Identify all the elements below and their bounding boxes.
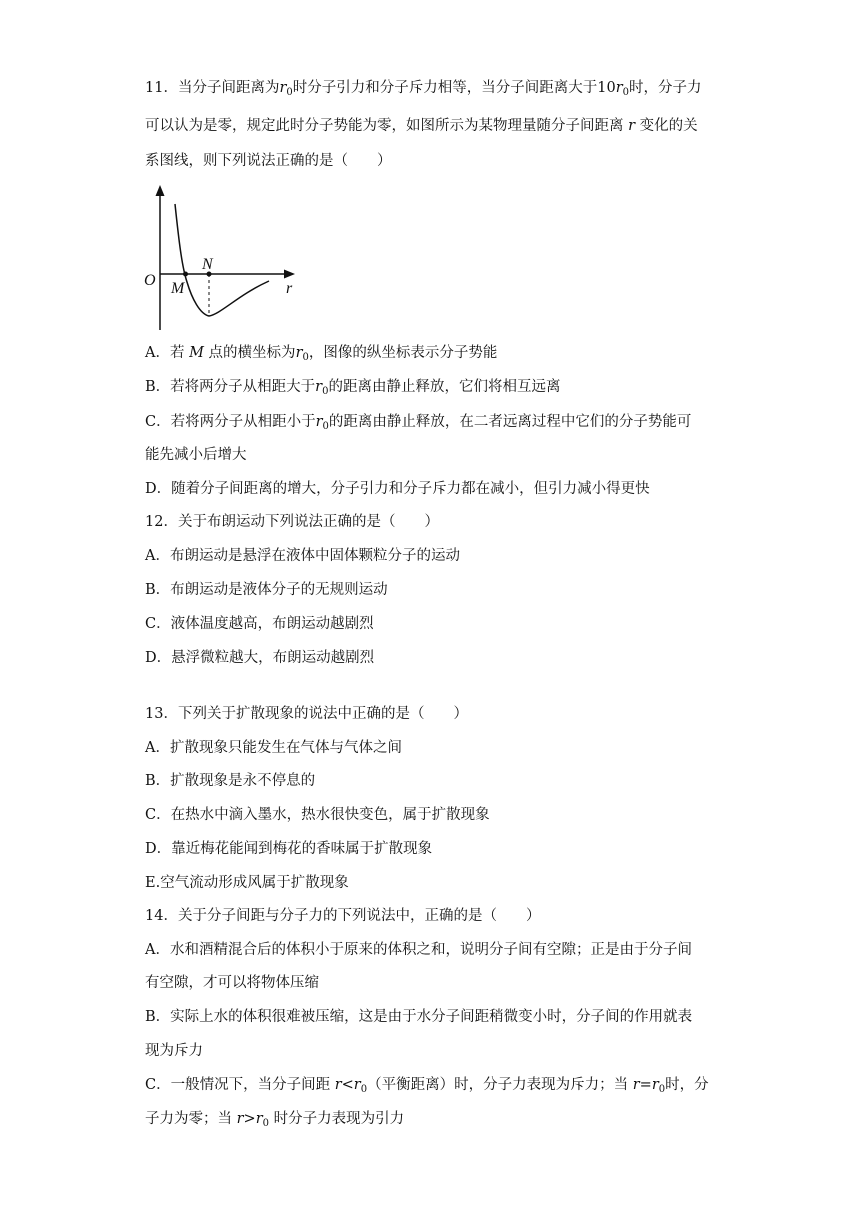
q11-option-a: A．若 M 点的横坐标为$r_0$，图像的纵坐标表示分子势能 xyxy=(145,345,498,363)
curve xyxy=(175,204,269,316)
q13-option-a: A．扩散现象只能发生在气体与气体之间 xyxy=(145,740,402,756)
y-axis-arrow xyxy=(156,185,165,196)
r-axis-label: r xyxy=(286,280,293,297)
q13-stem: 13．下列关于扩散现象的说法中正确的是（ ） xyxy=(145,706,468,722)
x-axis-arrow xyxy=(284,270,295,279)
q12-option-c: C．液体温度越高，布朗运动越剧烈 xyxy=(145,616,374,632)
q11-stem-line3: 系图线，则下列说法正确的是（ ） xyxy=(145,153,392,169)
n-label: N xyxy=(202,256,213,273)
q14-option-b-line2: 现为斥力 xyxy=(145,1043,203,1059)
q12-stem: 12．关于布朗运动下列说法正确的是（ ） xyxy=(145,514,439,530)
q12-option-b: B．布朗运动是液体分子的无规则运动 xyxy=(145,582,388,598)
q13-option-b: B．扩散现象是永不停息的 xyxy=(145,773,316,789)
q11-stem-line2: 可以认为是零，规定此时分子势能为零，如图所示为某物理量随分子间距离 r 变化的关 xyxy=(145,118,698,134)
q11-option-b: B．若将两分子从相距大于$r_0$的距离由静止释放，它们将相互远离 xyxy=(145,379,561,397)
q11-option-c-line1: C．若将两分子从相距小于$r_0$的距离由静止释放，在二者远离过程中它们的分子势能可 xyxy=(145,414,692,432)
q14-option-c-line1: C．一般情况下，当分子间距 $r<r_0$（平衡距离）时，分子力表现为斥力；当 $r=r_0$时，分 xyxy=(145,1077,709,1095)
q14-option-a-line1: A．水和酒精混合后的体积小于原来的体积之和，说明分子间有空隙；正是由于分子间 xyxy=(145,942,692,958)
q14-option-c-line2: 子力为零；当 $r>r_0$ 时分子力表现为引力 xyxy=(145,1111,405,1129)
q11-stem-line1: 11．当分子间距离为$r_0$时分子引力和分子斥力相等，当分子间距离大于$10r_0$时，分子力 xyxy=(145,80,702,98)
q11-option-d: D．随着分子间距离的增大，分子引力和分子斥力都在减小，但引力减小得更快 xyxy=(145,481,650,497)
q13-option-c: C．在热水中滴入墨水，热水很快变色，属于扩散现象 xyxy=(145,807,490,823)
q12-option-d: D．悬浮微粒越大，布朗运动越剧烈 xyxy=(145,650,375,666)
q13-option-e: E.空气流动形成风属于扩散现象 xyxy=(145,875,349,891)
q12-option-a: A．布朗运动是悬浮在液体中固体颗粒分子的运动 xyxy=(145,548,460,564)
q13-option-d: D．靠近梅花能闻到梅花的香味属于扩散现象 xyxy=(145,841,433,857)
origin-label: O xyxy=(144,272,156,289)
q14-stem: 14．关于分子间距与分子力的下列说法中，正确的是（ ） xyxy=(145,908,541,924)
m-label: M xyxy=(171,280,185,297)
point-m xyxy=(183,272,188,277)
q14-option-a-line2: 有空隙，才可以将物体压缩 xyxy=(145,975,319,991)
potential-energy-curve-figure xyxy=(138,182,303,334)
q14-option-b-line1: B．实际上水的体积很难被压缩，这是由于水分子间距稍微变小时，分子间的作用就表 xyxy=(145,1009,693,1025)
q11-option-c-line2: 能先减小后增大 xyxy=(145,447,247,463)
